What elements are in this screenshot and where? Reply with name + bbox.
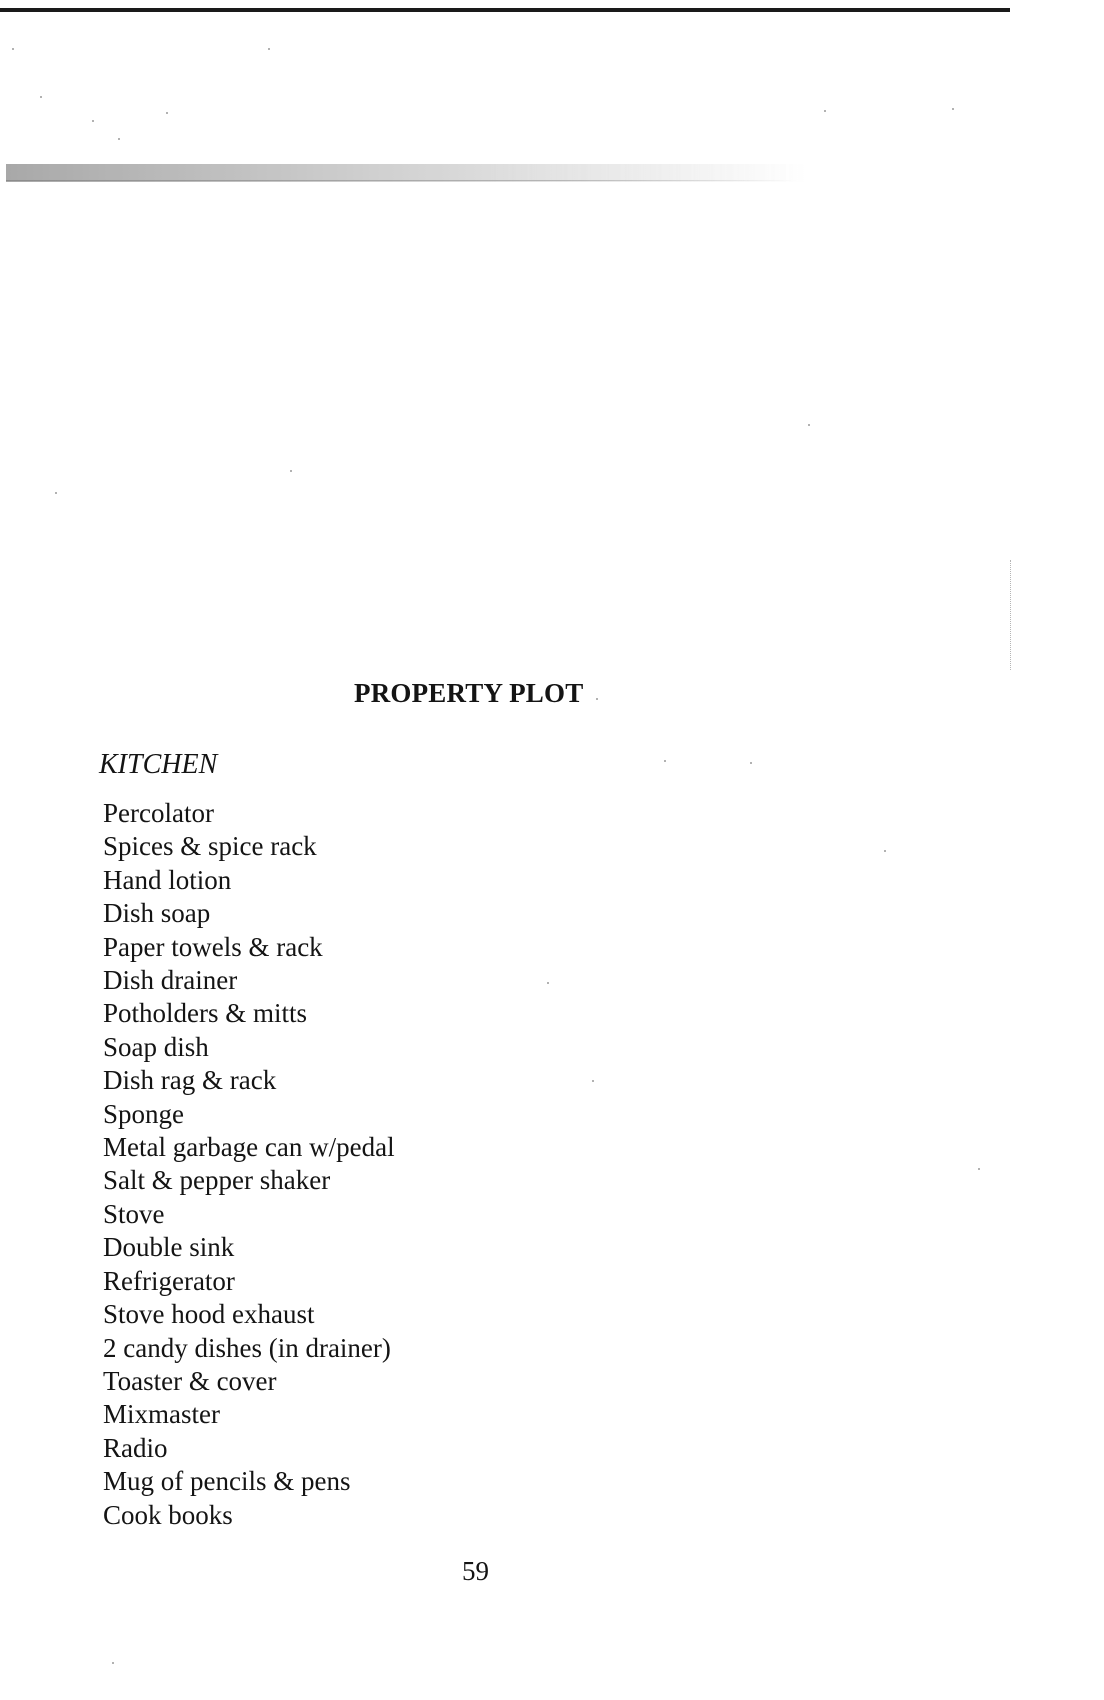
scan-speck (118, 138, 120, 140)
scan-speck (112, 1662, 114, 1664)
list-item: Stove hood exhaust (103, 1299, 315, 1330)
section-heading: KITCHEN (99, 749, 218, 780)
scan-speck (268, 48, 270, 50)
scan-speck (596, 698, 598, 700)
scan-speck (12, 48, 14, 50)
page-title: PROPERTY PLOT (354, 678, 584, 708)
list-item: Potholders & mitts (103, 998, 308, 1029)
scan-speck (952, 108, 954, 110)
list-item: Radio (103, 1432, 168, 1463)
scan-speck (978, 1168, 980, 1170)
list-item: Spices & spice rack (103, 831, 317, 862)
scan-speck (55, 492, 57, 494)
list-item: Sponge (103, 1098, 184, 1129)
list-item: Cook books (103, 1499, 233, 1530)
scan-speck (92, 120, 94, 122)
list-item: Metal garbage can w/pedal (103, 1132, 395, 1163)
margin-dots (1010, 560, 1012, 670)
list-item: Toaster & cover (103, 1365, 277, 1396)
list-item: Dish soap (103, 898, 211, 929)
scan-speck (824, 110, 826, 112)
list-item: Percolator (103, 798, 214, 828)
list-item: Double sink (103, 1232, 235, 1263)
property-list (103, 797, 395, 1532)
list-item: 2 candy dishes (in drainer) (103, 1332, 391, 1363)
list-item: Refrigerator (103, 1265, 235, 1296)
scan-speck (166, 112, 168, 114)
list-item: Paper towels & rack (103, 931, 323, 962)
list-item: Salt & pepper shaker (103, 1165, 331, 1196)
list-item: Mug of pencils & pens (103, 1466, 351, 1497)
list-item: Dish rag & rack (103, 1065, 277, 1096)
scan-speck (40, 96, 42, 98)
top-rule (0, 8, 1010, 12)
page-number: 59 (462, 1556, 489, 1586)
scan-speck (808, 424, 810, 426)
list-item: Hand lotion (103, 864, 232, 895)
scan-speck (592, 1080, 594, 1082)
scan-speck (884, 850, 886, 852)
scan-speck (664, 760, 666, 762)
scan-speck (290, 470, 292, 472)
scan-speck (547, 982, 549, 984)
list-item: Mixmaster (103, 1399, 220, 1430)
scan-speck (750, 762, 752, 764)
list-item: Dish drainer (103, 965, 238, 996)
list-item: Soap dish (103, 1031, 209, 1062)
scan-band (6, 164, 806, 182)
list-item: Stove (103, 1198, 165, 1229)
